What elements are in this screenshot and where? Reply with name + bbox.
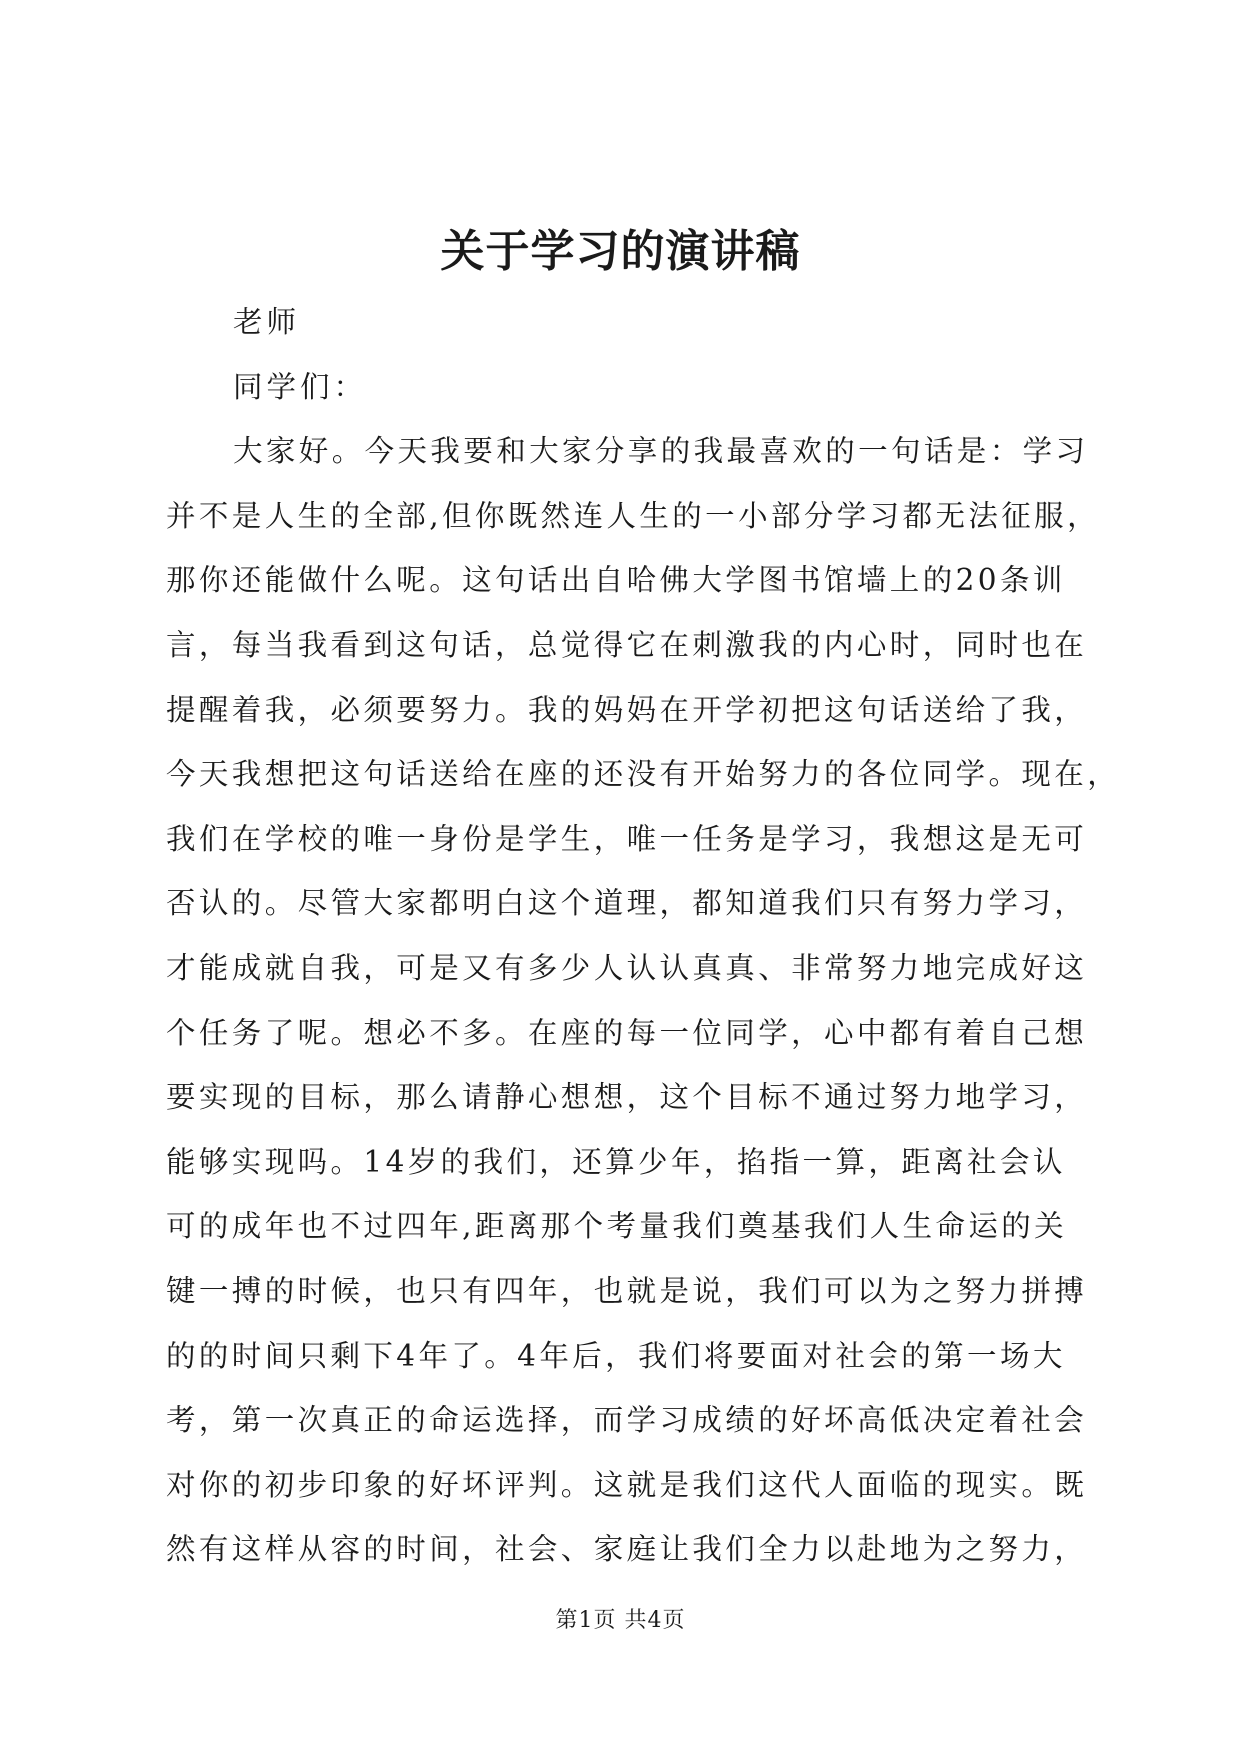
paragraph-line: 对你的初步印象的好坏评判。这就是我们这代人面临的现实。既 bbox=[166, 1467, 1088, 1502]
paragraph-line: 否认的。尽管大家都明白这个道理，都知道我们只有努力学习， bbox=[166, 886, 1088, 921]
paragraph-line: 言，每当我看到这句话，总觉得它在刺激我的内心时，同时也在 bbox=[166, 627, 1088, 662]
paragraph-line: 才能成就自我，可是又有多少人认认真真、非常努力地完成好这 bbox=[166, 950, 1088, 985]
paragraph-line: 我们在学校的唯一身份是学生，唯一任务是学习，我想这是无可 bbox=[166, 821, 1088, 856]
document-body bbox=[166, 290, 1121, 1582]
salutation-teacher: 老师 bbox=[233, 305, 301, 339]
paragraph-line: 要实现的目标，那么请静心想想，这个目标不通过努力地学习， bbox=[166, 1080, 1088, 1115]
paragraph-line: 然有这样从容的时间，社会、家庭让我们全力以赴地为之努力， bbox=[166, 1532, 1088, 1567]
paragraph-line: 提醒着我，必须要努力。我的妈妈在开学初把这句话送给了我， bbox=[166, 692, 1088, 727]
paragraph-line: 键一搏的时候，也只有四年，也就是说，我们可以为之努力拼搏 bbox=[166, 1273, 1088, 1308]
page-number-footer: 第1页 共4页 bbox=[555, 1608, 686, 1633]
salutation-students: 同学们： bbox=[233, 369, 368, 404]
paragraph-line: 个任务了呢。想必不多。在座的每一位同学，心中都有着自己想 bbox=[166, 1015, 1088, 1050]
paragraph-line: 并不是人生的全部,但你既然连人生的一小部分学习都无法征服， bbox=[166, 498, 1100, 533]
document-title: 关于学习的演讲稿 bbox=[440, 226, 801, 277]
paragraph-line: 那你还能做什么呢。这句话出自哈佛大学图书馆墙上的20条训 bbox=[166, 563, 1066, 598]
paragraph-line: 考，第一次真正的命运选择，而学习成绩的好坏高低决定着社会 bbox=[166, 1403, 1088, 1438]
paragraph-line: 可的成年也不过四年,距离那个考量我们奠基我们人生命运的关 bbox=[166, 1209, 1068, 1244]
paragraph-line: 今天我想把这句话送给在座的还没有开始努力的各位同学。现在， bbox=[166, 757, 1121, 792]
paragraph-line: 能够实现吗。14岁的我们，还算少年，掐指一算，距离社会认 bbox=[166, 1144, 1066, 1179]
paragraph-line: 的的时间只剩下4年了。4年后，我们将要面对社会的第一场大 bbox=[166, 1338, 1066, 1373]
paragraph-line: 大家好。今天我要和大家分享的我最喜欢的一句话是：学习 bbox=[233, 434, 1089, 469]
